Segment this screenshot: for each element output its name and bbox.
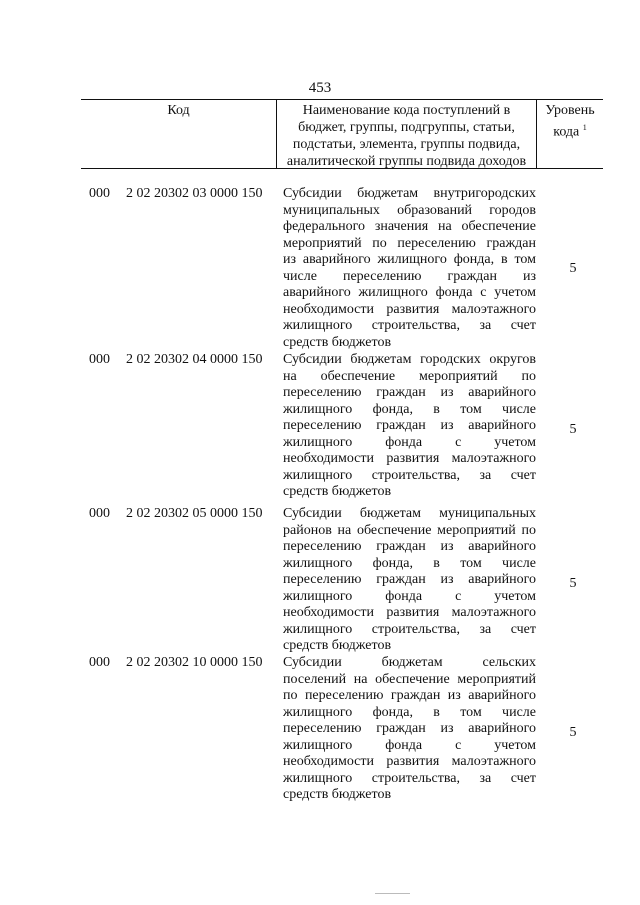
- description-line: средств бюджетов: [283, 638, 392, 653]
- footnote-marker: 1: [582, 123, 587, 132]
- description-line: необходимости развития малоэтажного: [283, 451, 536, 466]
- description-line: жилищного строительства, за счет: [283, 318, 536, 333]
- header-name-line: Наименование кода поступлений в: [302, 103, 511, 118]
- description-line: аварийного жилищного фонда с учетом: [283, 285, 536, 300]
- income-description: [283, 186, 536, 351]
- description-line: Субсидии бюджетам внутригородских: [283, 186, 536, 201]
- description-line: жилищного фонда с учетом: [283, 737, 536, 753]
- income-description: [283, 352, 536, 501]
- description-line: необходимости развития малоэтажного: [283, 301, 536, 317]
- description-line: необходимости развития малоэтажного: [283, 754, 536, 769]
- description-line: жилищного фонда, в том числе: [283, 401, 536, 417]
- income-code: 2 02 20302 04 0000 150: [126, 352, 263, 367]
- code-level: 5: [569, 422, 577, 437]
- header-name-column: [277, 100, 537, 168]
- admin-code: 000: [89, 506, 110, 521]
- header-level-line: кода $^1$: [553, 123, 587, 140]
- admin-code: 000: [89, 186, 110, 201]
- header-level-column: [537, 100, 603, 168]
- description-line: Субсидии бюджетам городских округов: [283, 352, 536, 367]
- page-number: 453: [308, 80, 332, 96]
- income-description: [283, 506, 536, 655]
- description-line: средств бюджетов: [283, 334, 392, 350]
- description-line: жилищного строительства, за счет: [283, 467, 536, 483]
- description-line: средств бюджетов: [283, 787, 392, 802]
- header-name-line: аналитической группы подвида доходов: [286, 154, 527, 169]
- description-line: числе переселению граждан из: [283, 268, 536, 284]
- description-line: по переселению граждан из аварийного: [283, 688, 536, 703]
- admin-code: 000: [89, 352, 110, 367]
- income-code: 2 02 20302 10 0000 150: [126, 655, 263, 670]
- code-level: 5: [569, 576, 577, 591]
- code-level: 5: [569, 261, 577, 276]
- description-line: жилищного строительства, за счет: [283, 770, 536, 786]
- header-code-column: Код: [81, 100, 277, 168]
- header-name-line: подстатьи, элемента, группы подвида,: [292, 137, 521, 152]
- description-line: поселений на обеспечение мероприятий: [283, 671, 536, 687]
- description-line: средств бюджетов: [283, 484, 392, 499]
- description-line: переселению граждан из аварийного: [283, 572, 536, 587]
- description-line: переселению граждан из аварийного: [283, 539, 536, 554]
- description-line: жилищного фонда, в том числе: [283, 704, 536, 720]
- code-level: 5: [569, 725, 577, 740]
- description-line: Субсидии бюджетам сельских: [283, 655, 536, 670]
- description-line: Субсидии бюджетам муниципальных: [283, 506, 536, 521]
- income-description: [283, 655, 536, 804]
- description-line: районов на обеспечение мероприятий по: [283, 522, 536, 538]
- income-code: 2 02 20302 03 0000 150: [126, 186, 263, 201]
- admin-code: 000: [89, 655, 110, 670]
- description-line: жилищного фонда с учетом: [283, 434, 536, 450]
- description-line: переселению граждан из аварийного: [283, 385, 536, 400]
- description-line: жилищного фонда с учетом: [283, 588, 536, 604]
- description-line: переселению граждан из аварийного: [283, 721, 536, 736]
- description-line: необходимости развития малоэтажного: [283, 605, 536, 620]
- description-line: на обеспечение мероприятий по: [283, 368, 536, 384]
- description-line: муниципальных образований городов: [283, 202, 536, 218]
- description-line: жилищного строительства, за счет: [283, 621, 536, 637]
- header-level-line: Уровень: [545, 103, 595, 118]
- description-line: из аварийного жилищного фонда, в том: [283, 252, 536, 267]
- description-line: федерального значения на обеспечение: [283, 219, 536, 234]
- description-line: мероприятий по переселению граждан: [283, 235, 536, 251]
- income-code: 2 02 20302 05 0000 150: [126, 506, 263, 521]
- description-line: переселению граждан из аварийного: [283, 418, 536, 433]
- header-name-line: бюджет, группы, подгруппы, статьи,: [298, 120, 515, 135]
- description-line: жилищного фонда, в том числе: [283, 555, 536, 571]
- table-header: [81, 99, 603, 169]
- scan-mark: [375, 893, 410, 894]
